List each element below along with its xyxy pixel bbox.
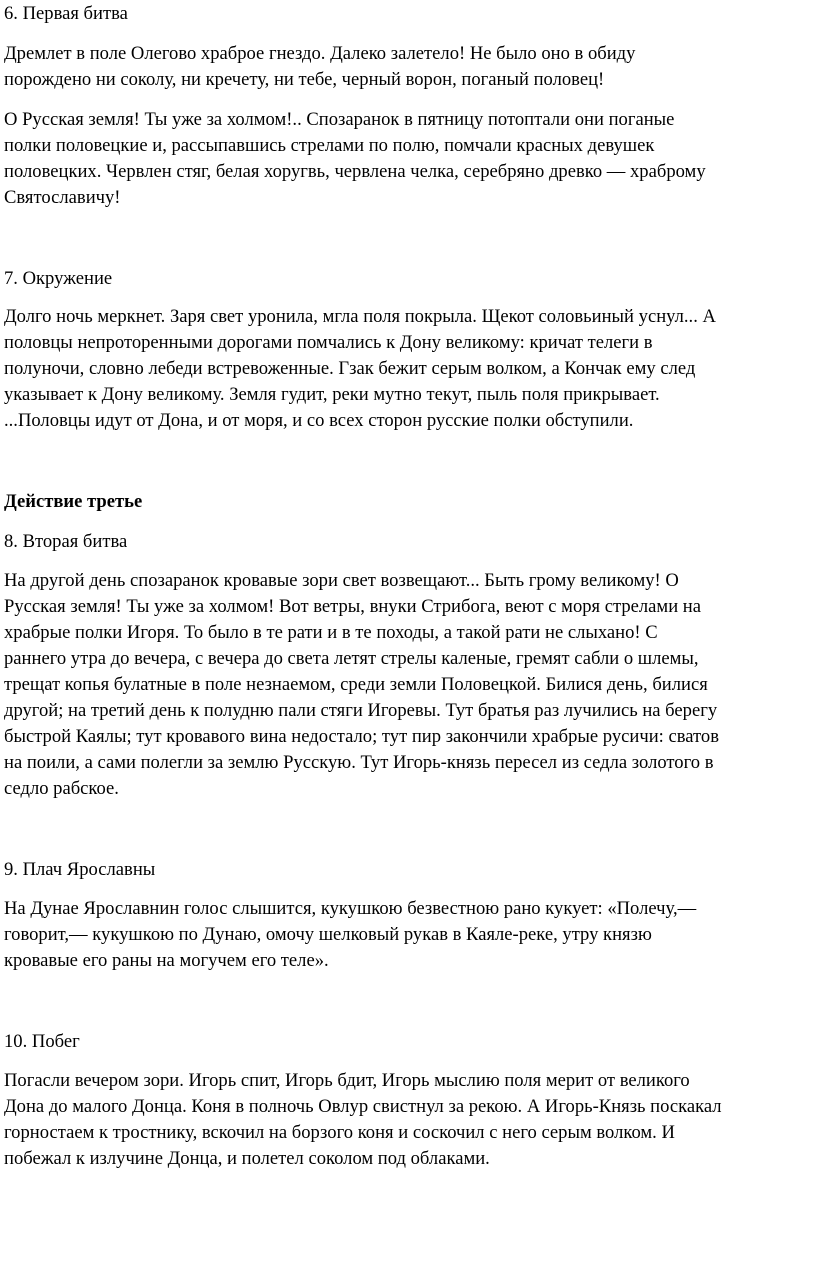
act-3-title: Действие третье bbox=[4, 491, 143, 512]
section-8-heading: 8. Вторая битва bbox=[4, 531, 128, 552]
text-line: На другой день спозаранок кровавые зори свет возвещают... Быть грому великому! О bbox=[4, 570, 679, 591]
text-line: горностаем к тростнику, вскочил на борзого коня и соскочил с него серым волком. И bbox=[4, 1122, 675, 1143]
section-6-heading: 6. Первая битва bbox=[4, 3, 128, 24]
section-9-paragraph-1 bbox=[4, 896, 696, 974]
text-line: О Русская земля! Ты уже за холмом!.. Спозаранок в пятницу потоптали они поганые bbox=[4, 109, 675, 130]
text-line: седло рабское. bbox=[4, 778, 119, 799]
section-6-paragraph-2 bbox=[4, 107, 706, 211]
text-line: полки половецкие и, рассыпавшись стрелами по полю, помчали красных девушек bbox=[4, 135, 655, 156]
section-6-paragraph-1 bbox=[4, 41, 635, 93]
section-7-heading: 7. Окружение bbox=[4, 268, 113, 289]
text-line: кровавые его раны на могучем его теле». bbox=[4, 950, 329, 971]
text-line: полуночи, словно лебеди встревоженные. Гзак бежит серым волком, а Кончак ему след bbox=[4, 358, 696, 379]
section-10-paragraph-1 bbox=[4, 1068, 722, 1172]
text-line: трещат копья булатные в поле незнаемом, среди земли Половецкой. Билися день, билися bbox=[4, 674, 708, 695]
section-10-heading: 10. Побег bbox=[4, 1031, 80, 1052]
text-line: порождено ни соколу, ни кречету, ни тебе, черный ворон, поганый половец! bbox=[4, 69, 605, 90]
section-7-paragraph-1 bbox=[4, 304, 716, 434]
text-line: Погасли вечером зори. Игорь спит, Игорь бдит, Игорь мыслию поля мерит от великого bbox=[4, 1070, 690, 1091]
text-line: Долго ночь меркнет. Заря свет уронила, мгла поля покрыла. Щекот соловьиный уснул... А bbox=[4, 306, 716, 327]
text-line: раннего утра до вечера, с вечера до света летят стрелы каленые, гремят сабли о шлемы, bbox=[4, 648, 699, 669]
text-line: на поили, а сами полегли за землю Русскую. Тут Игорь-князь пересел из седла золотого в bbox=[4, 752, 714, 773]
text-line: храбрые полки Игоря. То было в те рати и в те походы, а такой рати не слыхано! С bbox=[4, 622, 658, 643]
text-line: Святославичу! bbox=[4, 187, 121, 208]
text-line: Русская земля! Ты уже за холмом! Вот ветры, внуки Стрибога, веют с моря стрелами на bbox=[4, 596, 701, 617]
text-line: побежал к излучине Донца, и полетел соколом под облаками. bbox=[4, 1148, 490, 1169]
text-line: Дона до малого Донца. Коня в полночь Овлур свистнул за рекою. А Игорь-Князь поскакал bbox=[4, 1096, 722, 1117]
section-9-heading: 9. Плач Ярославны bbox=[4, 859, 156, 880]
text-line: быстрой Каялы; тут кровавого вина недостало; тут пир закончили храбрые русичи: сватов bbox=[4, 726, 719, 747]
text-line: говорит,— кукушкою по Дунаю, омочу шелковый рукав в Каяле-реке, утру князю bbox=[4, 924, 652, 945]
section-8-paragraph-1 bbox=[4, 568, 719, 802]
text-line: указывает к Дону великому. Земля гудит, реки мутно текут, пыль поля прикрывает. bbox=[4, 384, 660, 405]
text-line: Дремлет в поле Олегово храброе гнездо. Далеко залетело! Не было оно в обиду bbox=[4, 43, 636, 64]
text-line: ...Половцы идут от Дона, и от моря, и со всех сторон русские полки обступили. bbox=[4, 410, 634, 431]
text-line: половецких. Червлен стяг, белая хоругвь, червлена челка, серебряно древко — храброму bbox=[4, 161, 706, 182]
text-line: половцы непроторенными дорогами помчались к Дону великому: кричат телеги в bbox=[4, 332, 653, 353]
text-line: другой; на третий день к полудню пали стяги Игоревы. Тут братья раз лучились на берегу bbox=[4, 700, 718, 721]
text-line: На Дунае Ярославнин голос слышится, кукушкою безвестною рано кукует: «Полечу,— bbox=[4, 898, 697, 919]
